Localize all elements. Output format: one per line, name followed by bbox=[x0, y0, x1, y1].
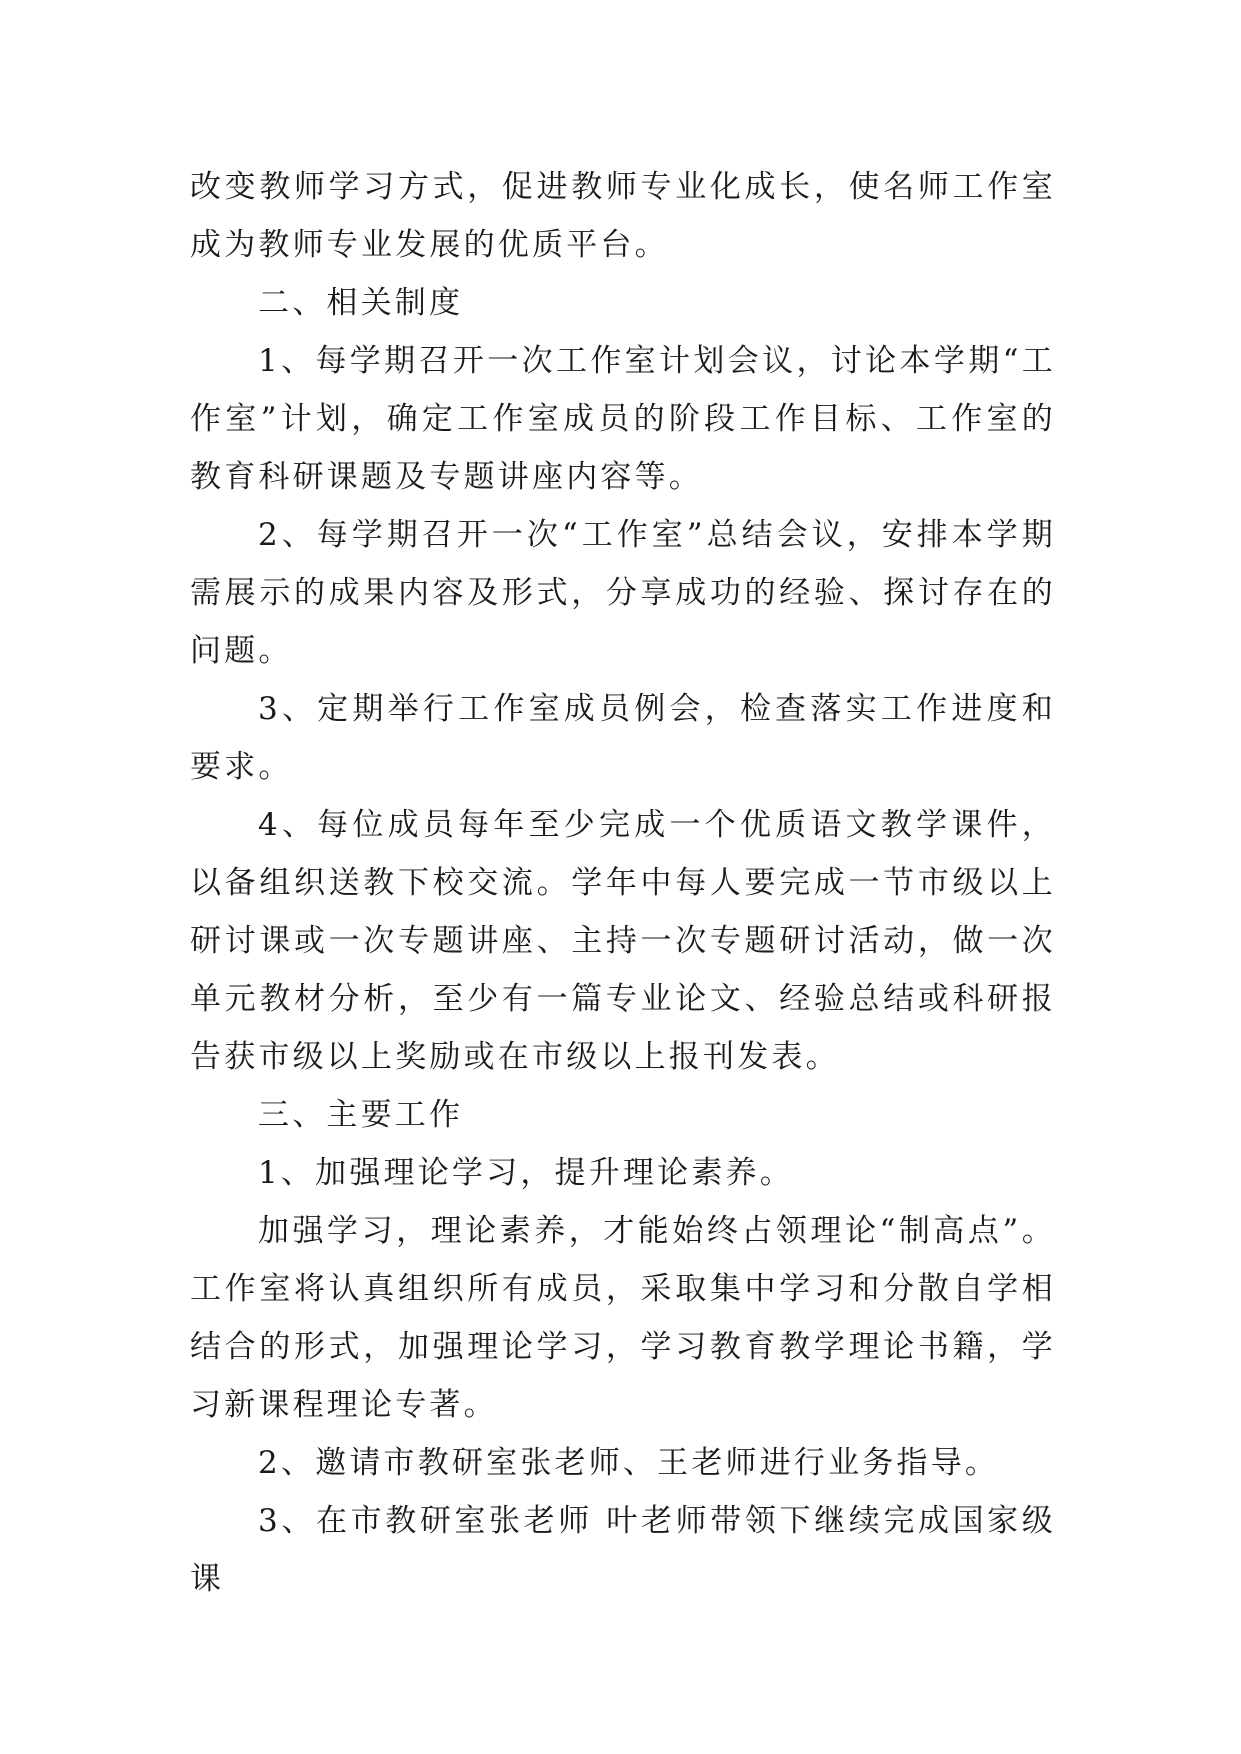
rule-item-1: 1、每学期召开一次工作室计划会议，讨论本学期“工作室”计划，确定工作室成员的阶段工作目标、工作室的教育科研课题及专题讲座内容等。 bbox=[190, 343, 1056, 495]
work-item-2: 2、邀请市教研室张老师、王老师进行业务指导。 bbox=[258, 1445, 1000, 1481]
heading-related-rules: 二、相关制度 bbox=[258, 285, 464, 321]
work-item-1-detail: 加强学习，理论素养，才能始终占领理论“制高点”。工作室将认真组织所有成员，采取集中学习和分散自学相结合的形式，加强理论学习，学习教育教学理论书籍，学习新课程理论专著。 bbox=[190, 1213, 1056, 1423]
work-item-3: 3、在市教研室张老师 叶老师带领下继续完成国家级课 bbox=[190, 1503, 1056, 1597]
document-body bbox=[190, 158, 1056, 1608]
rule-item-2: 2、每学期召开一次“工作室”总结会议，安排本学期需展示的成果内容及形式，分享成功的经验、探讨存在的问题。 bbox=[190, 517, 1056, 669]
heading-main-work: 三、主要工作 bbox=[258, 1097, 464, 1133]
rule-item-4: 4、每位成员每年至少完成一个优质语文教学课件，以备组织送教下校交流。学年中每人要完成一节市级以上研讨课或一次专题讲座、主持一次专题研讨活动，做一次单元教材分析，至少有一篇专业论文、经验总结或科研报告获市级以上奖励或在市级以上报刊发表。 bbox=[190, 807, 1056, 1075]
work-item-1: 1、加强理论学习，提升理论素养。 bbox=[258, 1155, 794, 1191]
rule-item-3: 3、定期举行工作室成员例会，检查落实工作进度和要求。 bbox=[190, 691, 1056, 785]
paragraph-intro-continued: 改变教师学习方式，促进教师专业化成长，使名师工作室成为教师专业发展的优质平台。 bbox=[190, 169, 1056, 263]
